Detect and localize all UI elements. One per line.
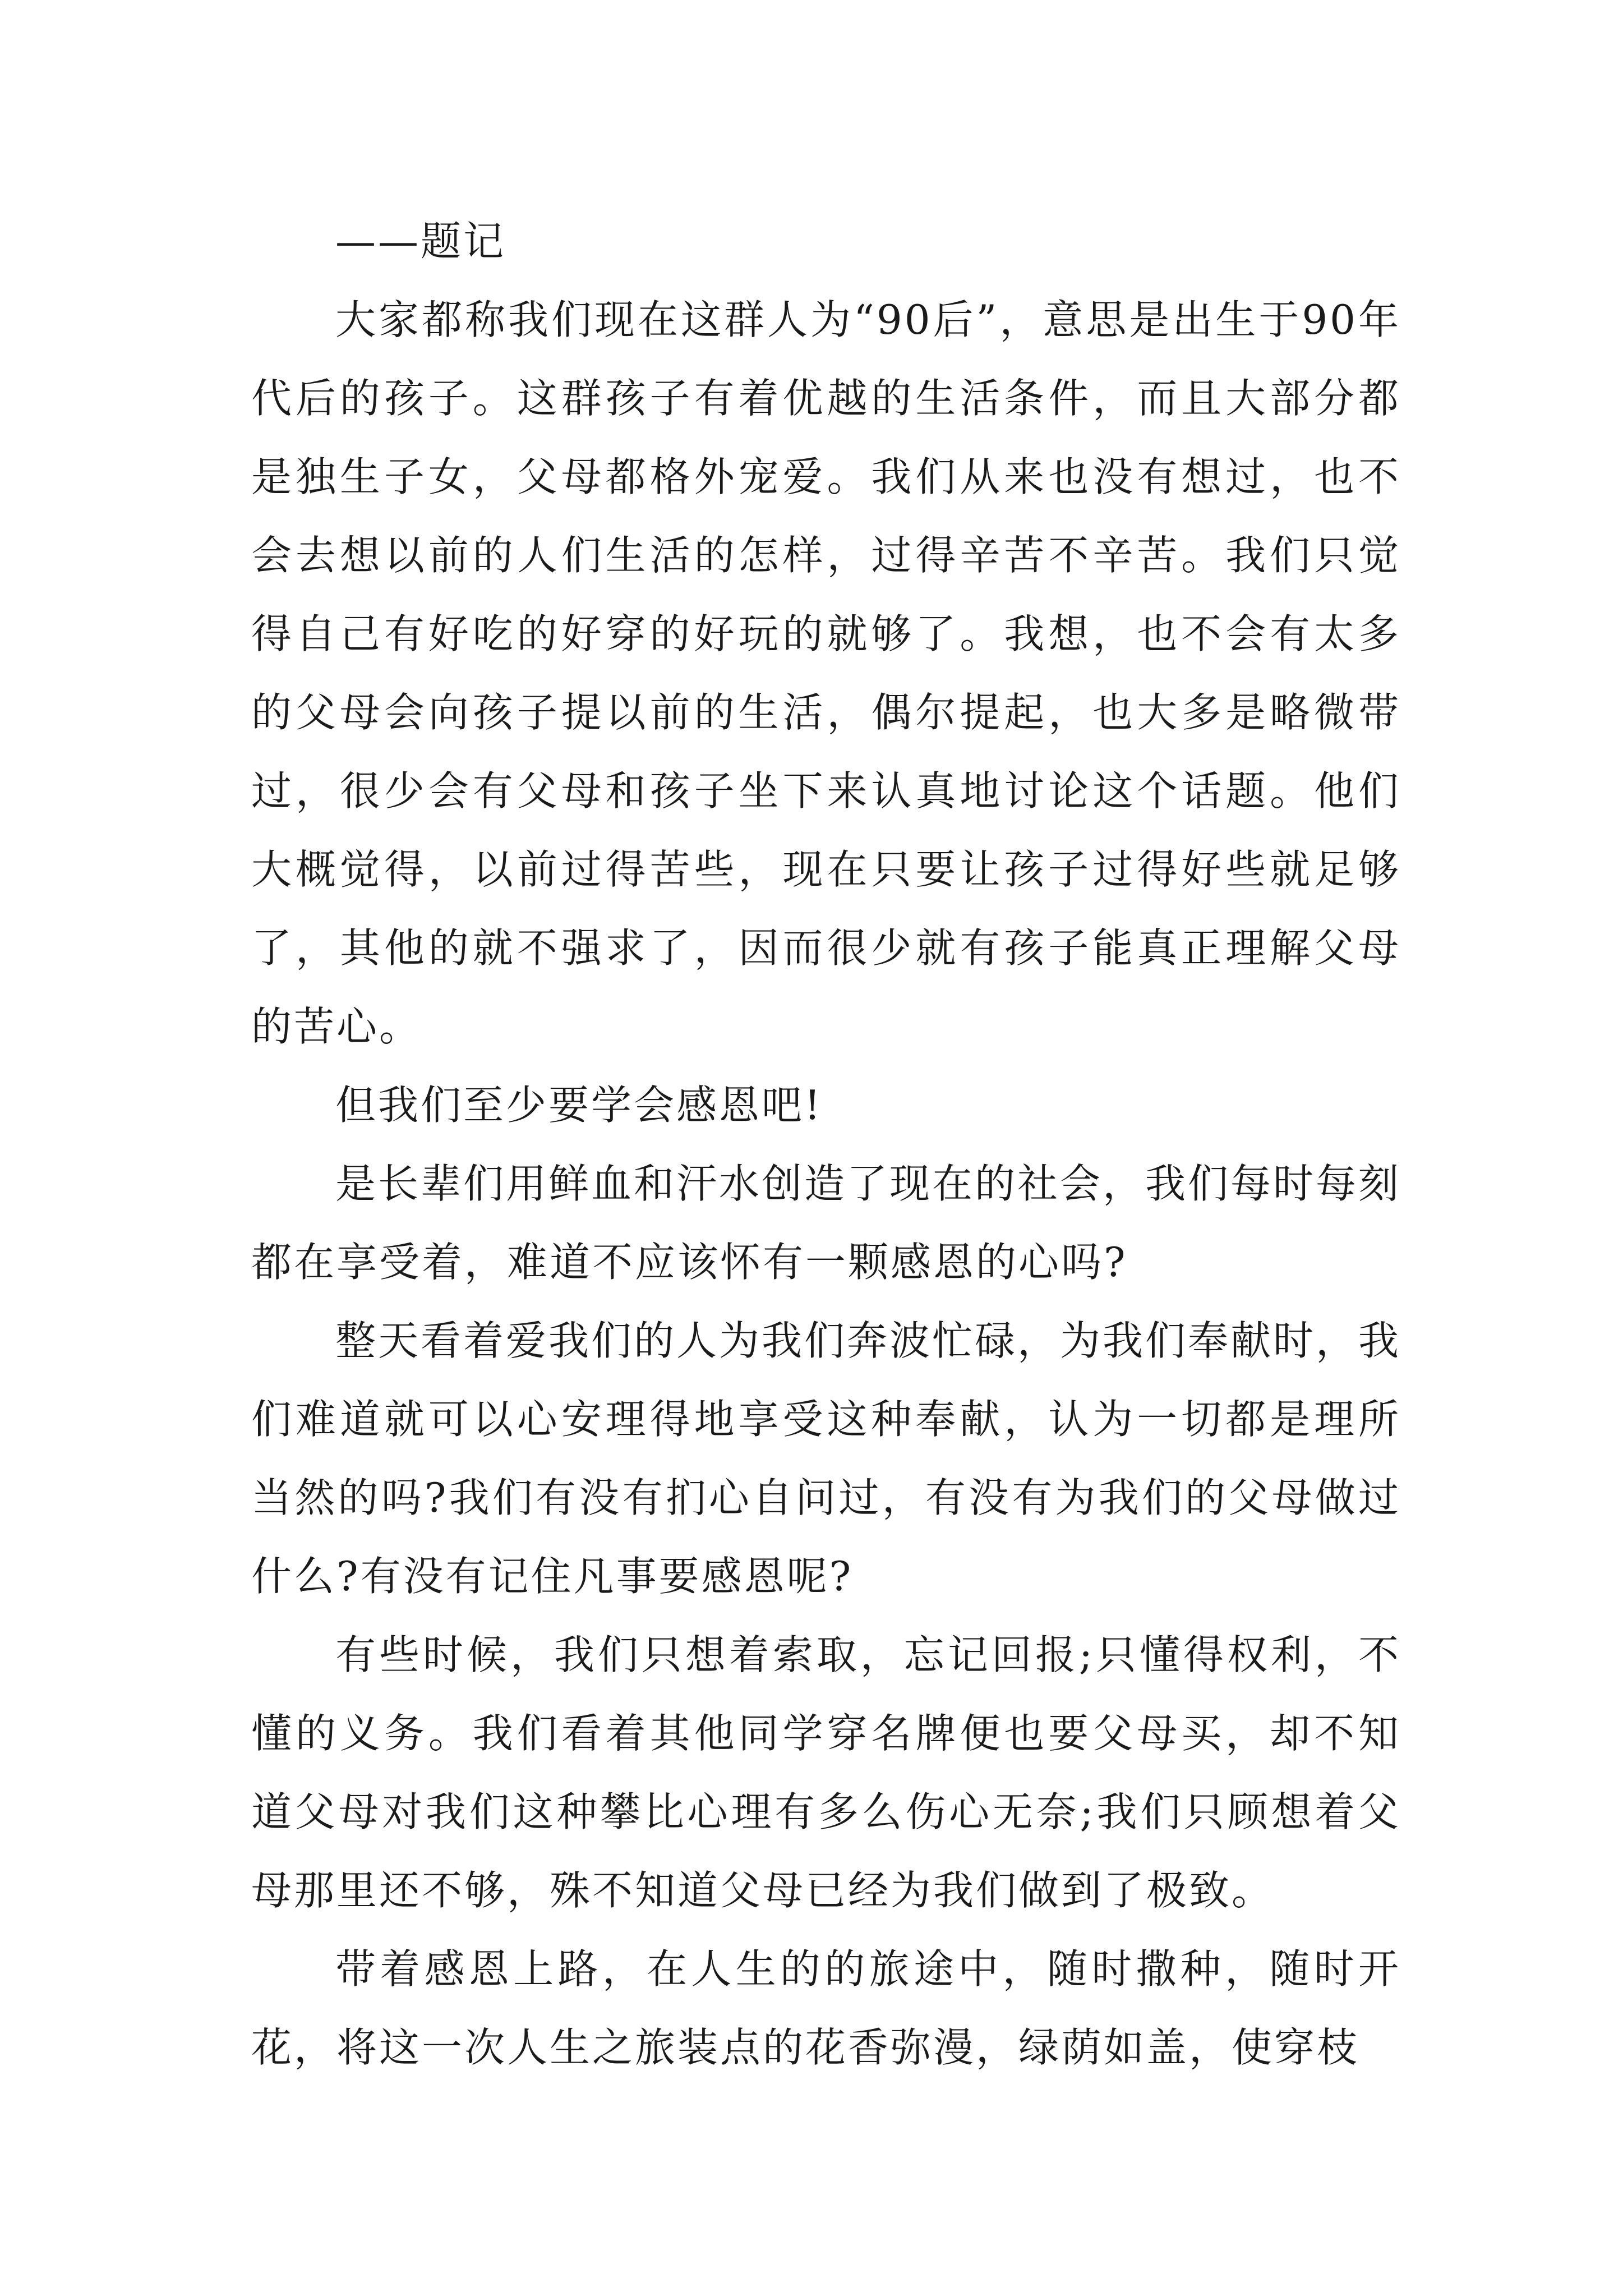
- paragraph-6: 带着感恩上路，在人生的的旅途中，随时撒种，随时开花，将这一次人生之旅装点的花香弥漫，绿荫如盖，使穿枝: [251, 1945, 1401, 2071]
- paragraph-3: 是长辈们用鲜血和汗水创造了现在的社会，我们每时每刻都在享受着，难道不应该怀有一颗感恩的心吗?: [251, 1160, 1401, 1286]
- paragraph-5: 有些时候，我们只想着索取，忘记回报;只懂得权利，不懂的义务。我们看着其他同学穿名牌便也要父母买，却不知道父母对我们这种攀比心理有多么伤心无奈;我们只顾想着父母那里还不够，殊不知道父母已经为我们做到了极致。: [251, 1631, 1401, 1914]
- paragraph-1: 大家都称我们现在这群人为“90后”，意思是出生于90年代后的孩子。这群孩子有着优越的生活条件，而且大部分都是独生子女，父母都格外宠爱。我们从来也没有想过，也不会去想以前的人们生活的怎样，过得辛苦不辛苦。我们只觉得自己有好吃的好穿的好玩的就够了。我想，也不会有太多的父母会向孩子提以前的生活，偶尔提起，也大多是略微带过，很少会有父母和孩子坐下来认真地讨论这个话题。他们大概觉得，以前过得苦些，现在只要让孩子过得好些就足够了，其他的就不强求了，因而很少就有孩子能真正理解父母的苦心。: [251, 296, 1401, 1050]
- paragraph-2: 但我们至少要学会感恩吧!: [335, 1082, 823, 1129]
- epigraph: ——题记: [335, 218, 506, 265]
- paragraph-4: 整天看着爱我们的人为我们奔波忙碌，为我们奉献时，我们难道就可以心安理得地享受这种奉献，认为一切都是理所当然的吗?我们有没有扪心自问过，有没有为我们的父母做过什么?有没有记住凡事要感恩呢?: [251, 1317, 1401, 1600]
- document-body: [251, 202, 1401, 2087]
